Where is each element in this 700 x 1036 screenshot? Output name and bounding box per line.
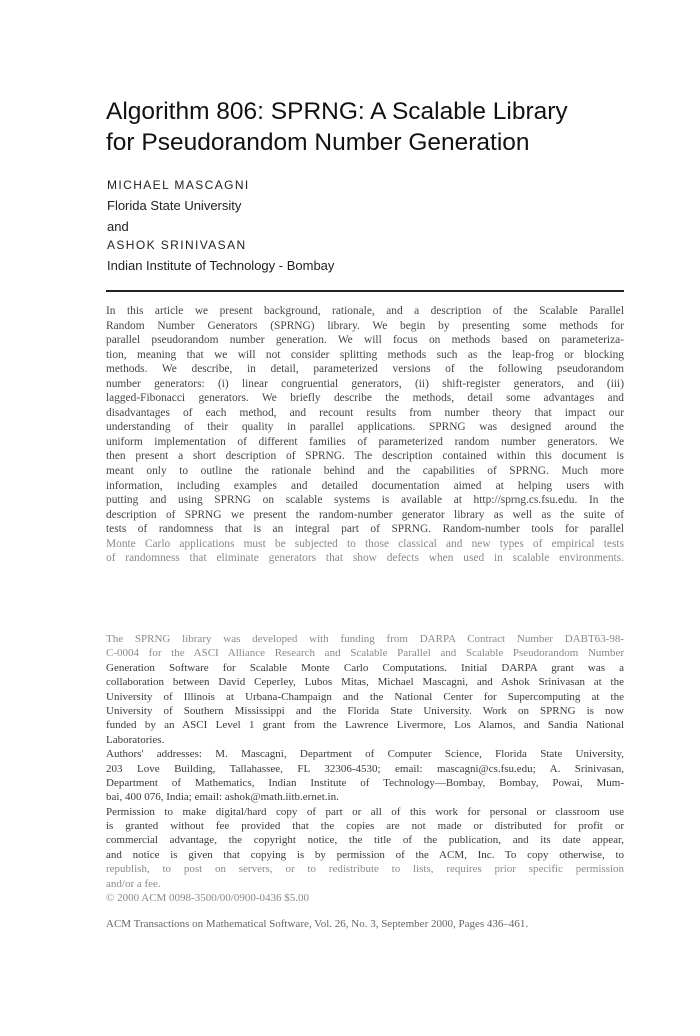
footnote-line: The SPRNG library was developed with funding from DARPA Contract Number DABT63-98- xyxy=(106,633,624,645)
abstract-line: uniform implementation of different families of parameterized random number generators. We xyxy=(106,435,624,448)
footnote-line: Department of Mathematics, Indian Institute of Technology—Bombay, Bombay, Powai, Mum- xyxy=(106,776,624,789)
footnote-line: University of Southern Mississippi and the Florida State University. Work on SPRNG is now xyxy=(106,704,624,717)
title-line-2: for Pseudorandom Number Generation xyxy=(106,129,530,156)
title-rule xyxy=(106,290,624,292)
footnote-line: funded by an ASCI Level 1 grant from the Lawrence Livermore, Los Alamos, and Sandia National xyxy=(106,719,624,732)
abstract-line: of randomness that eliminate generators that show defects when used in scalable environments. xyxy=(106,552,624,565)
abstract-line: meant only to outline the rationale behind and the capabilities of SPRNG. Much more xyxy=(106,465,624,478)
abstract-line: tests of randomness that is an integral part of SPRNG. Random-number tools for parallel xyxy=(106,523,624,536)
abstract-line: information, including examples and detailed documentation aimed at helping users with xyxy=(106,479,624,492)
footnote-line: C-0004 for the ASCI Alliance Research and Scalable Parallel and Scalable Pseudorandom Number xyxy=(106,647,624,660)
abstract-line: understanding of their quality in parallel applications. SPRNG was designed around the xyxy=(106,421,624,434)
paper-title xyxy=(106,96,626,158)
title-line-1: Algorithm 806: SPRNG: A Scalable Library xyxy=(106,98,568,125)
footnote-line: collaboration between David Ceperley, Lubos Mitas, Michael Mascagni, and Ashok Srinivasan at the xyxy=(106,676,624,689)
author-affiliation-2: Indian Institute of Technology - Bombay xyxy=(107,258,335,273)
footnote-line: University of Illinois at Urbana-Champaign and the National Center for Supercomputing at the xyxy=(106,690,624,703)
abstract-line: Random Number Generators (SPRNG) library. We begin by presenting some methods for xyxy=(106,319,624,332)
footnote-line: Permission to make digital/hard copy of part or all of this work for personal or classroom use xyxy=(106,805,624,818)
footnote-line: 203 Love Building, Tallahassee, FL 32306-4530; email: mascagni@cs.fsu.edu; A. Srinivasan, xyxy=(106,762,624,775)
footnote-line: Authors' addresses: M. Mascagni, Department of Computer Science, Florida State University, xyxy=(106,748,624,761)
footnote-line: bai, 400 076, India; email: ashok@math.iitb.ernet.in. xyxy=(106,791,339,804)
abstract-line: In this article we present background, rationale, and a description of the Scalable Parallel xyxy=(106,305,624,317)
footnote-line: Generation Software for Scalable Monte Carlo Computations. Initial DARPA grant was a xyxy=(106,661,624,674)
copyright-line: © 2000 ACM 0098-3500/00/0900-0436 $5.00 xyxy=(106,892,310,905)
abstract-line: parallel pseudorandom number generation. We will focus on methods based on parameteriza- xyxy=(106,334,624,347)
author-affiliation-1: Florida State University xyxy=(107,198,242,213)
abstract-line: then present a short description of SPRNG. The description contained within this document is xyxy=(106,450,624,463)
abstract-line: Monte Carlo applications must be subjected to those classical and new types of empirical tests xyxy=(106,537,624,550)
abstract-line: description of SPRNG we present the random-number generator library as well as the suite of xyxy=(106,508,624,521)
abstract-line: number generators: (i) linear congruential generators, (ii) shift-register generators, and (iii) xyxy=(106,377,624,390)
abstract-line: lagged-Fibonacci generators. We briefly describe the methods, detail some advantages and xyxy=(106,392,624,405)
footnote-block xyxy=(106,632,624,905)
author-name-2: ASHOK SRINIVASAN xyxy=(107,238,247,252)
abstract-line: tion, meaning that we will not consider splitting methods such as the leap-frog or blocking xyxy=(106,348,624,361)
abstract xyxy=(106,304,624,566)
footnote-line: is granted without fee provided that the copies are not made or distributed for profit or xyxy=(106,820,624,833)
abstract-line: methods. We describe, in detail, parameterized versions of the following pseudorandom xyxy=(106,363,624,376)
footnote-line: and notice is given that copying is by permission of the ACM, Inc. To copy otherwise, to xyxy=(106,848,624,861)
footnote-line: and/or a fee. xyxy=(106,877,161,890)
footnote-line: commercial advantage, the copyright notice, the title of the publication, and its date appear, xyxy=(106,834,624,847)
author-name-1: MICHAEL MASCAGNI xyxy=(107,178,250,192)
abstract-line: putting and using SPRNG on scalable systems is available at http://sprng.cs.fsu.edu. In the xyxy=(106,494,624,507)
author-and: and xyxy=(107,219,129,234)
footnote-line: republish, to post on servers, or to redistribute to lists, requires prior specific permission xyxy=(106,863,624,876)
journal-citation: ACM Transactions on Mathematical Software, Vol. 26, No. 3, September 2000, Pages 436–461. xyxy=(106,918,529,930)
footnote-line: Laboratories. xyxy=(106,733,165,746)
abstract-line: disadvantages of each method, and recount results from number theory that impact our xyxy=(106,406,624,419)
